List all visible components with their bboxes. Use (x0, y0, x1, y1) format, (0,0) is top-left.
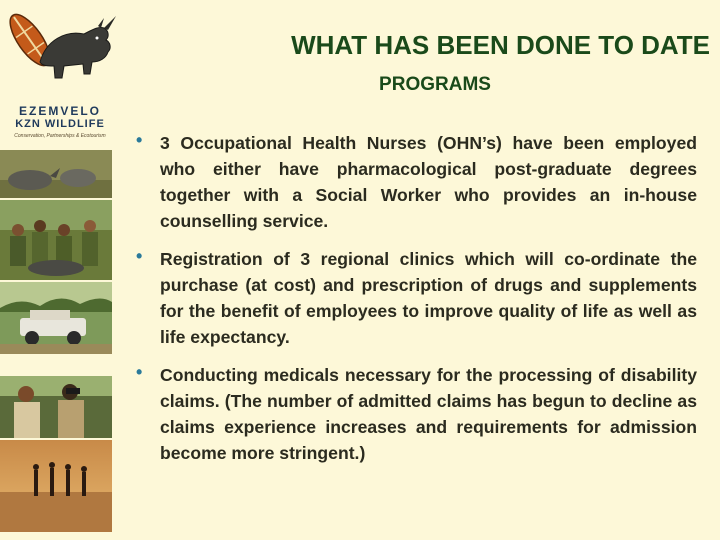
safari-vehicle-photo (0, 282, 112, 354)
bullet-list (132, 130, 697, 478)
slide-subtitle: PROGRAMS (379, 74, 491, 95)
beach-sunset-photo (0, 440, 112, 532)
logo-wordmark-line1: EZEMVELO (18, 104, 101, 118)
ezemvelo-logo (0, 0, 120, 150)
logo-tagline: Conservation, Partnerships & Ecotourism (14, 133, 106, 139)
bullet-item (132, 246, 697, 350)
bullet-text: Registration of 3 regional clinics which will co-ordinate the purchase (at cost) and prescription of drugs and supplements for the benefit of employees to improve quality of life as well as life expectancy. (160, 249, 697, 347)
birdwatchers-photo (0, 376, 112, 438)
logo-wordmark-line2: KZN WILDLIFE (15, 118, 105, 130)
photo-sidebar (0, 0, 120, 540)
bullet-text: 3 Occupational Health Nurses (OHN’s) have been employed who either have pharmacological post-graduate degrees together with a Social Worker who provides an in-house counselling service. (160, 133, 697, 231)
bullet-icon: • (136, 246, 143, 266)
bullet-icon: • (136, 362, 143, 382)
rhino-emblem-icon (0, 0, 120, 105)
rangers-photo (0, 200, 112, 280)
bullet-item (132, 362, 697, 466)
bullet-text: Conducting medicals necessary for the processing of disability claims. (The number of admitted claims has begun to decline as claims experience increases and requirements for admission become more stringent.) (160, 365, 697, 463)
bullet-item (132, 130, 697, 234)
bullet-icon: • (136, 130, 143, 150)
rhino-photo (0, 150, 112, 198)
slide-title: WHAT HAS BEEN DONE TO DATE (291, 30, 710, 60)
